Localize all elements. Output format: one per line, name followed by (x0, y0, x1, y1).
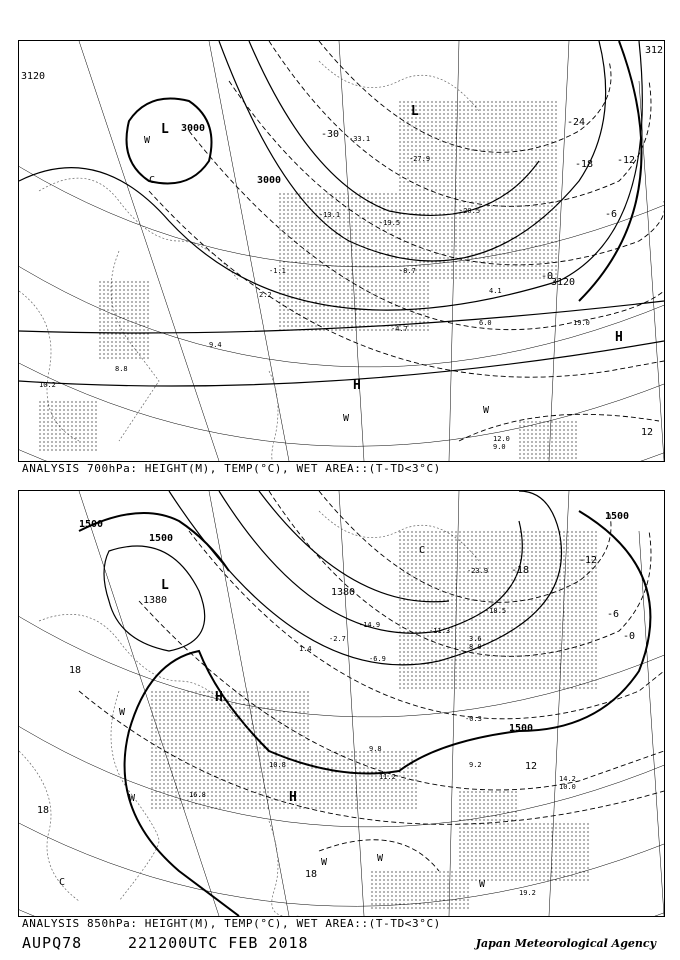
temp-label: 12 (525, 761, 538, 772)
warm-center: W (343, 413, 350, 424)
station-value: -6.9 (369, 655, 386, 663)
temp-label: -0 (623, 631, 636, 642)
station-value: 8.8 (115, 365, 128, 373)
station-value: -4.7 (391, 325, 408, 333)
warm-center: W (119, 707, 126, 718)
high-center: H (615, 330, 623, 345)
temp-label: -6 (607, 609, 620, 620)
station-value: -14.9 (359, 621, 381, 629)
station-value: 19.0 (573, 319, 590, 327)
chart-700hpa (18, 40, 665, 462)
cold-center: C (149, 175, 156, 186)
station-value: -19.5 (379, 219, 401, 227)
station-value: 12.0 (493, 435, 510, 443)
station-value: 10.8 (269, 761, 286, 769)
high-center: H (353, 378, 361, 393)
temp-label: 18 (305, 869, 318, 880)
station-value: 10.0 (559, 783, 576, 791)
station-value: -18.5 (485, 607, 507, 615)
ridge-contour-700 (579, 41, 642, 301)
station-value: -20.5 (459, 207, 481, 215)
agency-name: Japan Meteorological Agency (475, 937, 656, 950)
temp-label: -0 (541, 271, 554, 282)
temp-label: 18 (69, 665, 82, 676)
station-value: 2.2 (259, 291, 272, 299)
station-value: -13.1 (319, 211, 341, 219)
temp-label: -18 (575, 159, 594, 170)
warm-center: W (479, 879, 486, 890)
height-label: 312 (645, 45, 664, 56)
temp-label: -6 (605, 209, 618, 220)
bulletin-code: AUPQ78 (22, 934, 83, 952)
temp-label: -18 (511, 565, 530, 576)
station-value: 8.0 (469, 643, 482, 651)
map-850hpa (19, 491, 664, 916)
station-value: 16.8 (189, 791, 206, 799)
height-label: 1380 (143, 595, 168, 606)
caption-700hpa: ANALYSIS 700hPa: HEIGHT(M), TEMP(°C), WET AREA::(T-TD<3°C) (22, 462, 441, 475)
station-value: -11.3 (429, 627, 451, 635)
warm-center: W (321, 857, 328, 868)
height-label: 1380 (331, 587, 356, 598)
station-value: 9.2 (469, 761, 482, 769)
low-center: L (161, 578, 169, 593)
high-center: H (289, 790, 297, 805)
map-700hpa (19, 41, 664, 461)
temp-label: -12 (617, 155, 636, 166)
station-value: 19.2 (519, 889, 536, 897)
caption-850hpa: ANALYSIS 850hPa: HEIGHT(M), TEMP(°C), WET AREA::(T-TD<3°C) (22, 917, 441, 930)
warm-center: W (129, 793, 136, 804)
temp-label: 12 (641, 427, 654, 438)
wet-area-700 (39, 101, 579, 461)
station-value: -23.9 (467, 567, 489, 575)
temp-label: -12 (579, 555, 598, 566)
station-value: 4.1 (489, 287, 502, 295)
low-center: L (161, 122, 169, 137)
warm-center: W (377, 853, 384, 864)
height-label: 1500 (79, 519, 104, 530)
cold-center: C (59, 877, 66, 888)
height-label: 3120 (551, 277, 576, 288)
height-label: 1500 (509, 723, 534, 734)
station-value: -0.3 (465, 715, 482, 723)
station-value: 1.4 (299, 645, 312, 653)
station-value: -1.1 (269, 267, 286, 275)
station-value: 6.0 (479, 319, 492, 327)
station-value: 9.8 (369, 745, 382, 753)
wet-area-850 (149, 531, 599, 911)
station-value: -27.9 (409, 155, 431, 163)
height-label: 3000 (257, 175, 282, 186)
station-value: 11.2 (379, 773, 396, 781)
station-value: 9.4 (209, 341, 222, 349)
station-value: 9.0 (493, 443, 506, 451)
valid-time: 221200UTC FEB 2018 (128, 934, 309, 952)
warm-center: W (144, 135, 151, 146)
height-label: 1500 (605, 511, 630, 522)
chart-850hpa (18, 490, 665, 917)
low-center: L (411, 104, 419, 119)
high-center: H (215, 690, 223, 705)
height-label: 3000 (181, 123, 206, 134)
height-label: 1500 (149, 533, 174, 544)
temp-label: -30 (321, 129, 340, 140)
station-value: 14.2 (559, 775, 576, 783)
cold-center: C (419, 545, 426, 556)
temp-label: 18 (37, 805, 50, 816)
station-value: 3.6 (469, 635, 482, 643)
station-value: -2.7 (329, 635, 346, 643)
station-value: -33.1 (349, 135, 371, 143)
station-value: -8.7 (399, 267, 416, 275)
station-value: 10.2 (39, 381, 56, 389)
height-label: 3120 (21, 71, 46, 82)
temp-label: -24 (567, 117, 586, 128)
warm-center: W (483, 405, 490, 416)
low-center-contour-700 (127, 99, 212, 184)
